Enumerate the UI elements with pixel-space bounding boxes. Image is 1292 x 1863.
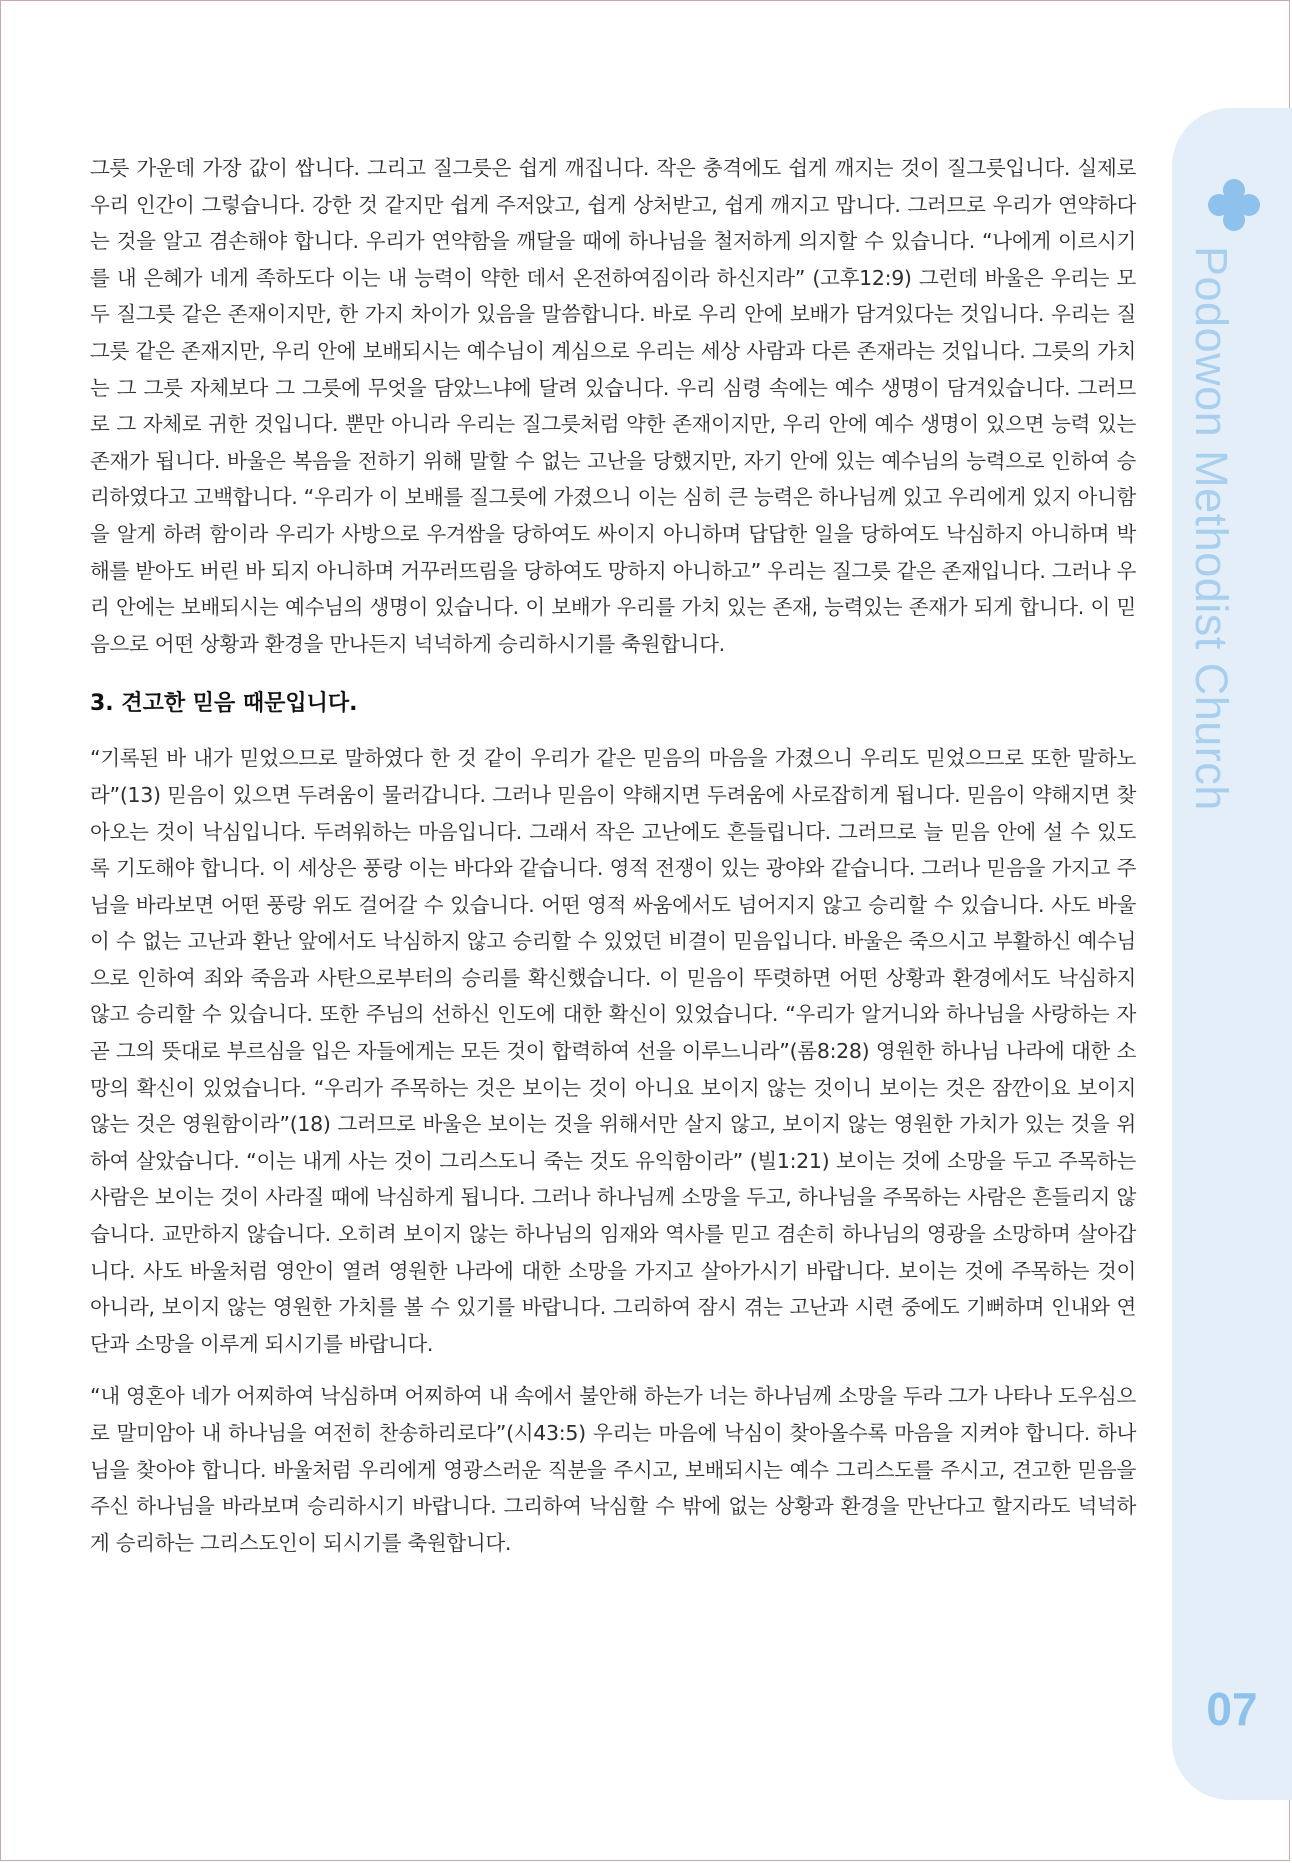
page-number: 07 <box>1206 1683 1258 1735</box>
paragraph-1: 그릇 가운데 가장 값이 쌉니다. 그리고 질그릇은 쉽게 깨집니다. 작은 충격에도 쉽게 깨지는 것이 질그릇입니다. 실제로 우리 인간이 그렇습니다. 강한 것 같지만 쉽게 주저앉고, 쉽게 상처받고, 쉽게 깨지고 맙니다. 그러므로 우리가 연약하다는 것을 알고 겸손해야 합니다. 우리가 연약함을 깨달을 때에 하나님을 철저하게 의지할 수 있습니다. “나에게 이르시기를 내 은혜가 네게 족하도다 이는 내 능력이 약한 데서 온전하여짐이라 하신지라” (고후12:9) 그런데 바울은 우리는 모두 질그릇 같은 존재이지만, 한 가지 차이가 있음을 말씀합니다. 바로 우리 안에 보배가 담겨있다는 것입니다. 우리는 질그릇 같은 존재지만, 우리 안에 보배되시는 예수님이 계심으로 우리는 세상 사람과 다른 존재라는 것입니다. 그릇의 가치는 그 그릇 자체보다 그 그릇에 무엇을 담았느냐에 달려 있습니다. 우리 심령 속에는 예수 생명이 담겨있습니다. 그러므로 그 자체로 귀한 것입니다. 뿐만 아니라 우리는 질그릇처럼 약한 존재이지만, 우리 안에 예수 생명이 있으면 능력 있는 존재가 됩니다. 바울은 복음을 전하기 위해 말할 수 없는 고난을 당했지만, 자기 안에 있는 예수님의 능력으로 인하여 승리하였다고 고백합니다. “우리가 이 보배를 질그릇에 가졌으니 이는 심히 큰 능력은 하나님께 있고 우리에게 있지 아니함을 알게 하려 함이라 우리가 사방으로 우겨쌈을 당하여도 싸이지 아니하며 답답한 일을 당하여도 낙심하지 아니하며 박해를 받아도 버린 바 되지 아니하며 거꾸러뜨림을 당하여도 망하지 아니하고” 우리는 질그릇 같은 존재입니다. 그러나 우리 안에는 보배되시는 예수님의 생명이 있습니다. 이 보배가 우리를 가치 있는 존재, 능력있는 존재가 되게 합니다. 이 믿음으로 어떤 상황과 환경을 만나든지 넉넉하게 승리하시기를 축원합니다. <box>90 156 1136 656</box>
grape-cluster-icon <box>1207 178 1261 232</box>
paragraph-2: “기록된 바 내가 믿었으므로 말하였다 한 것 같이 우리가 같은 믿음의 마음을 가졌으니 우리도 믿었으므로 또한 말하노라”(13) 믿음이 있으면 두려움이 물러갑니다. 그러나 믿음이 약해지면 두려움에 사로잡히게 됩니다. 믿음이 약해지면 찾아오는 것이 낙심입니다. 두려워하는 마음입니다. 그래서 작은 고난에도 흔들립니다. 그러므로 늘 믿음 안에 설 수 있도록 기도해야 합니다. 이 세상은 풍랑 이는 바다와 같습니다. 영적 전쟁이 있는 광야와 같습니다. 그러나 믿음을 가지고 주님을 바라보면 어떤 풍랑 위도 걸어갈 수 있습니다. 어떤 영적 싸움에서도 넘어지지 않고 승리할 수 있습니다. 사도 바울이 수 없는 고난과 환난 앞에서도 낙심하지 않고 승리할 수 있었던 비결이 믿음입니다. 바울은 죽으시고 부활하신 예수님으로 인하여 죄와 죽음과 사탄으로부터의 승리를 확신했습니다. 이 믿음이 뚜렷하면 어떤 상황과 환경에서도 낙심하지 않고 승리할 수 있습니다. 또한 주님의 선하신 인도에 대한 확신이 있었습니다. “우리가 알거니와 하나님을 사랑하는 자 곧 그의 뜻대로 부르심을 입은 자들에게는 모든 것이 합력하여 선을 이루느니라”(롬8:28) 영원한 하나님 나라에 대한 소망의 확신이 있었습니다. “우리가 주목하는 것은 보이는 것이 아니요 보이지 않는 것이니 보이는 것은 잠깐이요 보이지 않는 것은 영원함이라”(18) 그러므로 바울은 보이는 것을 위해서만 살지 않고, 보이지 않는 영원한 가치가 있는 것을 위하여 살았습니다. “이는 내게 사는 것이 그리스도니 죽는 것도 유익함이라” (빌1:21) 보이는 것에 소망을 두고 주목하는 사람은 보이는 것이 사라질 때에 낙심하게 됩니다. 그러나 하나님께 소망을 두고, 하나님을 주목하는 사람은 흔들리지 않습니다. 교만하지 않습니다. 오히려 보이지 않는 하나님의 임재와 역사를 믿고 겸손히 하나님의 영광을 소망하며 살아갑니다. 사도 바울처럼 영안이 열려 영원한 나라에 대한 소망을 가지고 살아가시기 바랍니다. 보이는 것에 주목하는 것이 아니라, 보이지 않는 영원한 가치를 볼 수 있기를 바랍니다. 그리하여 잠시 겪는 고난과 시련 중에도 기뻐하며 인내와 연단과 소망을 이루게 되시기를 바랍니다. <box>90 746 1136 1356</box>
section-heading-3: 3. 견고한 믿음 때문입니다. <box>90 691 358 717</box>
article-body <box>90 150 1136 1561</box>
church-name: Podowon Methodist Church <box>1186 246 1237 811</box>
paragraph-3: “내 영혼아 네가 어찌하여 낙심하며 어찌하여 내 속에서 불안해 하는가 너는 하나님께 소망을 두라 그가 나타나 도우심으로 말미암아 내 하나님을 여전히 찬송하리로다”(시43:5) 우리는 마음에 낙심이 찾아올수록 마음을 지켜야 합니다. 하나님을 찾아야 합니다. 바울처럼 우리에게 영광스러운 직분을 주시고, 보배되시는 예수 그리스도를 주시고, 견고한 믿음을 주신 하나님을 바라보며 승리하시기 바랍니다. 그리하여 낙심할 수 밖에 없는 상황과 환경을 만난다고 할지라도 넉넉하게 승리하는 그리스도인이 되시기를 축원합니다. <box>90 1384 1136 1555</box>
